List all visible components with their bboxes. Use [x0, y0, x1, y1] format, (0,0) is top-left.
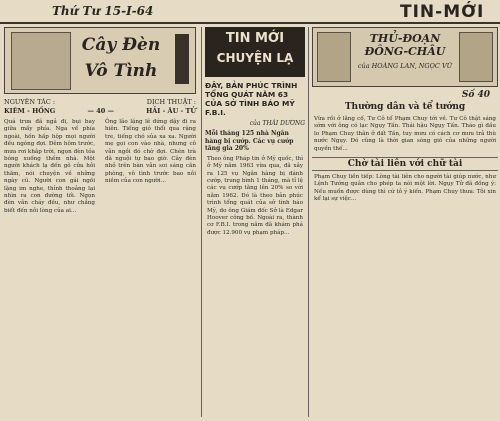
news-author: của THÁI DƯƠNG — [249, 120, 305, 127]
lamp-illustration-icon — [175, 34, 189, 84]
serial-text-left: Quá trưa đã ngả đi, bụi bay giữa mấy phía. Nga về phía ngoài, hồn hấp hộp mọi người đều ngóng đợi. Đêm hôm trước, mưa rơi khắp trời, ngọn đèn tỏa bóng xuống thềm nhà. Một người khách lạ đến gõ cửa hỏi thăm, nói chuyện về những ngày cũ. Người con gái ngồi lặng im nghe, thỉnh thoảng lại nhìn ra con đường tối. Ngọn đèn vẫn cháy đều, như chẳng biết đến nỗi lòng của ai... — [4, 119, 95, 214]
chapter-title: Thường dân và tể tướng — [344, 102, 466, 112]
warrior-left-illustration-icon — [317, 32, 351, 82]
original-author-role: NGUYÊN TÁC : — [4, 98, 56, 106]
translator-name: HẢI - ÂU - TỬ — [146, 107, 196, 115]
section-subhead: Chờ tài liên với chữ tài — [312, 157, 498, 171]
woman-illustration-icon — [11, 32, 71, 90]
history-serial-author: của HOÀNG LAN, NGỌC VŨ — [357, 62, 453, 70]
serial-text-right: Ông lão lặng lẽ đứng dậy đi ra hiên. Tiếng gió thổi qua rặng tre, tiếng chó sủa xa xa. Người mẹ gọi con vào nhà, nhưng cô vẫn ngồi đó chờ đợi. Chén trà đã nguội tự bao giờ. Cây đèn nhỏ trên bàn vẫn soi sáng căn phòng, vô tình trước bao nỗi niềm của con người... — [105, 119, 196, 185]
serial-credit-names — [4, 107, 196, 116]
history-serial-banner — [312, 27, 498, 87]
newspaper-name: TIN-MỚI — [400, 2, 485, 22]
history-text-1: Vừa rồi ở lăng cố, Tư Cô tể Phạm Chuy tới về. Tư Cô thật sáng sớm với ông có lạc Ngụy Tấn. Thái hậu Ngụy Tấn. Tháo gì đầu lo Phạm Chuy thân ở đất Tần, tuy mưu có cách cơ mưu trả thù nước Ngụy. Đó cũng là thời gian sóng gió của những người quyền thế... — [314, 116, 496, 152]
serial-credits — [4, 98, 196, 107]
history-serial-column — [312, 27, 498, 421]
original-author-name: KIÊM - HỒNG — [4, 107, 56, 115]
news-banner-line2: CHUYỆN LẠ — [216, 51, 294, 65]
news-lede: Mỗi tháng 125 nhà Ngân hàng bị cướp. Các vụ cướp tăng gia 20% — [205, 130, 294, 153]
warrior-right-illustration-icon — [459, 32, 493, 82]
serial-novel-column — [2, 27, 198, 421]
news-banner-line1: TIN MỚI — [225, 31, 285, 46]
history-serial-title: THỦ-ĐOẠN ĐÔNG-CHÂU — [364, 32, 446, 58]
news-banner — [205, 27, 305, 77]
column-divider — [201, 27, 202, 417]
translator-role: DỊCH THUẬT : — [146, 98, 196, 106]
installment-number: — 40 — — [87, 107, 115, 115]
history-text-2: Phạm Chuy liền tiếp: Lòng tài liên cho người tài giúp nước, như Lệnh Tướng quân cho phép ta nói một lời. Ngụy Tử đã đồng ý: Nếu muốn được dùng thì cứ tỏ ý kiến. Phạm Chuy thưa: Tôi xin kể lại sự việc... — [314, 174, 496, 203]
masthead-rule — [0, 22, 500, 24]
news-column — [205, 27, 305, 421]
column-divider — [308, 27, 309, 417]
serial-title: Cây Đèn Vô Tình — [81, 35, 161, 81]
issue-date: Thứ Tư 15-I-64 — [52, 4, 154, 18]
news-headline: ĐÂY, BẢN PHÚC TRÌNH TỔNG QUÁT NĂM 63 CỦA SỞ TÌNH BÁO MỸ F.B.I. — [205, 81, 298, 117]
serial-body — [2, 116, 198, 215]
serial-title-box — [4, 27, 196, 94]
history-installment: Số 40 — [461, 90, 490, 100]
news-body: Theo ông Pháp tin ở Mỹ quốc, thì ở Mỹ năm 1963 vừa qua, đã xảy ra 125 vụ Ngân hàng bị đánh cướp, trung bình 1 tháng, mà tỉ lệ các vụ cướp tăng lên 20% so với năm 1962. Đó là theo bản phúc trình tổng quát của sở tình báo Mỹ, do ông Giám đốc Sở là Edgar Hoover công bố. Ngoài ra, thành cơ F.B.I. trong năm đã khám phá được 12.900 vụ phạm pháp... — [207, 155, 303, 236]
